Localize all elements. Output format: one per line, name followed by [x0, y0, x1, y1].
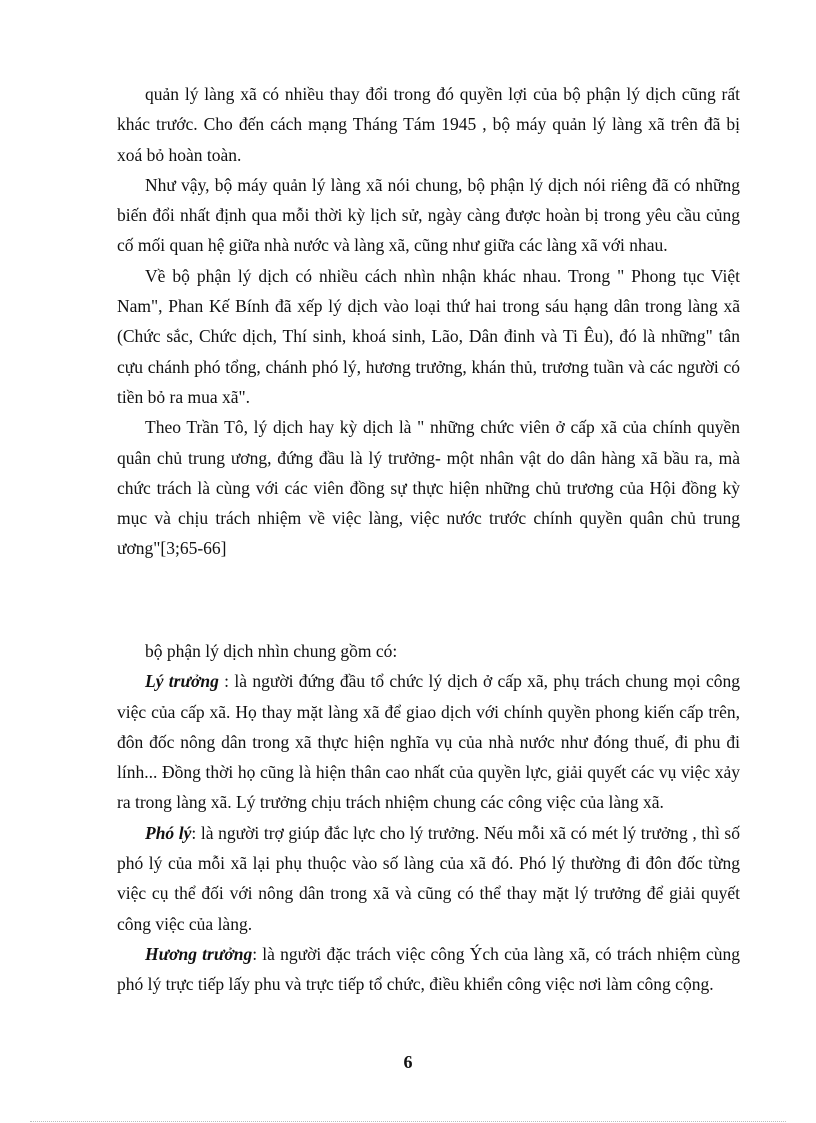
definition-text-pho-ly: : là người trợ giúp đắc lực cho lý trưởng. Nếu mỗi xã có mét lý trưởng , thì số phó lý của mỗi xã lại phụ thuộc vào số làng của xã đó. Phó lý thường đi đôn đốc từng việc cụ thể đối với nông dân trong xã và cũng có thể thay mặt lý trưởng để giải quyết công việc của làng.: [117, 822, 740, 934]
definition-pho-ly: [117, 818, 740, 939]
paragraph-summary: Như vậy, bộ máy quản lý làng xã nói chung, bộ phận lý dịch nói riêng đã có những biến đổi nhất định qua mỗi thời kỳ lịch sử, ngày càng được hoàn bị trong yêu cầu củng cố mối quan hệ giữa nhà nước và làng xã, cũng như giữa các làng xã với nhau.: [117, 174, 740, 256]
definition-huong-truong: [117, 939, 740, 1000]
definition-ly-truong: [117, 666, 740, 817]
term-pho-ly: Phó lý: [145, 822, 192, 843]
body-text-block-2: [117, 636, 740, 1000]
page-number: 6: [403, 1052, 413, 1072]
list-intro: bộ phận lý dịch nhìn chung gồm có:: [145, 641, 398, 661]
term-huong-truong: Hương trưởng: [145, 943, 253, 964]
paragraph-phong-tuc: Về bộ phận lý dịch có nhiều cách nhìn nhận khác nhau. Trong " Phong tục Việt Nam", Phan Kế Bính đã xếp lý dịch vào loại thứ hai trong sáu hạng dân trong làng xã (Chức sắc, Chức dịch, Thí sinh, khoá sinh, Lão, Dân đinh và Ti Êu), đó là những" tân cựu chánh phó tổng, chánh phó lý, hương trưởng, khán thủ, trương tuần và các người có tiền bỏ ra mua xã".: [117, 265, 740, 407]
term-ly-truong: Lý trưởng: [145, 671, 219, 692]
body-text-block-1: [117, 79, 740, 564]
paragraph-tran-to: Theo Trần Tô, lý dịch hay kỳ dịch là " những chức viên ở cấp xã của chính quyền quân chủ trung ương, đứng đầu là lý trưởng- một nhân vật do dân hàng xã bầu ra, mà chức trách là cùng với các viên đồng sự thực hiện những chủ trương của Hội đồng kỳ mục và chịu trách nhiệm về việc làng, việc nước trước chính quyền quân chủ trung ương"[3;65-66]: [117, 417, 740, 559]
definition-text-huong-truong: : là người đặc trách việc công Ých của làng xã, có trách nhiệm cùng phó lý trực tiếp lấy phu và trực tiếp tổ chức, điều khiển công việc nơi làm công cộng.: [117, 943, 740, 995]
paragraph-continuation: quản lý làng xã có nhiều thay đổi trong đó quyền lợi của bộ phận lý dịch cũng rất khác trước. Cho đến cách mạng Tháng Tám 1945 , bộ máy quản lý làng xã trên đã bị xoá bỏ hoàn toàn.: [117, 84, 740, 165]
definition-text-ly-truong: : là người đứng đầu tổ chức lý dịch ở cấp xã, phụ trách chung mọi công việc của cấp xã. Họ thay mặt làng xã để giao dịch với chính quyền phong kiến cấp trên, đôn đốc nông dân trong xã thực hiện nghĩa vụ của nhà nước như đóng thuế, đi phu đi lính... Đồng thời họ cũng là hiện thân cao nhất của quyền lực, giải quyết các vụ việc xảy ra trong làng xã. Lý trưởng chịu trách nhiệm chung các công việc của làng xã.: [117, 671, 740, 813]
footer-divider: [30, 1121, 786, 1122]
